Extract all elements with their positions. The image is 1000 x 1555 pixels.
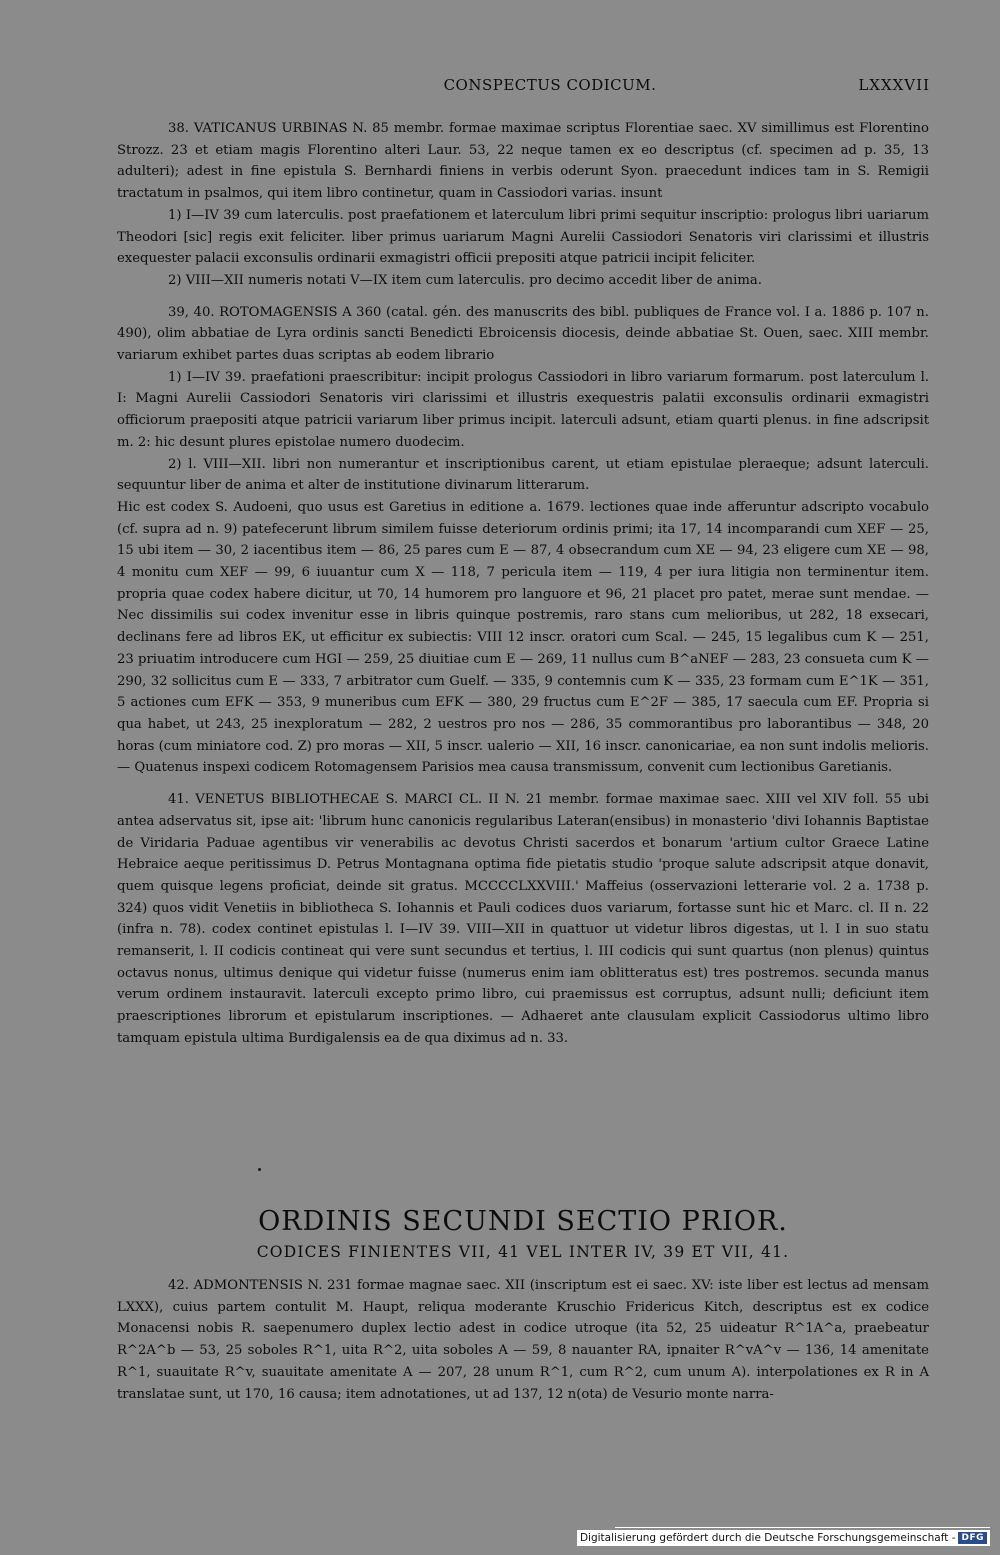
stray-mark: [258, 1168, 261, 1171]
section-body: [117, 1275, 929, 1405]
running-title: CONSPECTUS CODICUM.: [443, 76, 657, 94]
paragraph-38-item-1: 1) I—IV 39 cum laterculis. post praefationem et laterculum libri primi sequitur inscriptio: prologus libri uariarum Theodori [sic] regis exit feliciter. liber primus uariarum Magni Aurelii Cassiodori Senatoris viri clarissimi et illustris exequester palacii exconsulis ordinarii exmagistri officii prepositi atque patricii incipit feliciter.: [117, 207, 929, 267]
dfg-logo-icon: DFG: [958, 1532, 987, 1544]
section-title: ORDINIS SECUNDI SECTIO PRIOR.: [258, 1206, 788, 1237]
paragraph-38: 38. VATICANUS URBINAS N. 85 membr. formae maximae scriptus Florentiae saec. XV simillimus est Florentino Strozz. 23 et etiam magis Florentino alteri Laur. 53, 22 neque tamen ex eo descriptus (cf. specimen ad p. 35, 13 adulteri); adest in fine epistula S. Bernhardi finiens in verbis oderunt Syon. praecedunt indices tam in S. Remigii tractatum in psalmos, qui item libro continetur, quam in Cassiodori varias. insunt: [117, 121, 929, 202]
main-body: [117, 118, 929, 1050]
footer-divider: [615, 1527, 990, 1528]
section-subtitle: CODICES FINIENTES VII, 41 VEL INTER IV, 39 ET VII, 41.: [256, 1243, 790, 1261]
section-header: [117, 1205, 929, 1261]
page-number: LXXXVII: [858, 76, 930, 94]
paragraph-38-item-2: 2) VIII—XII numeris notati V—IX item cum laterculis. pro decimo accedit liber de anima.: [168, 272, 762, 288]
paragraph-39-40-item-1: 1) I—IV 39. praefationi praescribitur: incipit prologus Cassiodori in libro variarum formarum. post laterculum l. I: Magni Aurelii Cassiodori Senatoris viri clarissimi et illustris exequestris palatii exconsulis ordinarii exmagistri officiorum praepositi atque patricii variarum liber primus incipit. laterculi adsunt, etiam quarti plenus. in fine adscripsit m. 2: hic desunt plures epistolae numero duodecim.: [117, 369, 929, 450]
running-head: [170, 76, 930, 100]
credit-text: Digitalisierung gefördert durch die Deutsche Forschungsgemeinschaft -: [579, 1532, 956, 1544]
paragraph-41: 41. VENETUS BIBLIOTHECAE S. MARCI CL. II N. 21 membr. formae maximae saec. XIII vel XIV foll. 55 ubi antea adservatus sit, ipse ait: 'librum hunc canonicis regularibus Lateran(ensibus) in monasterio 'divi Iohannis Baptistae de Viridaria Paduae agentibus vir venerabilis ac devotus Christi sacerdos et bonarum 'artium cultor Graece Latine Hebraice aeque peritissimus D. Petrus Montagnana optima fide pietatis studio 'proque salute adscripsit atque donavit, quem quisque legens proficiat, deinde sit gratus. MCCCCLXXVIII.' Maffeius (osservazioni letterarie vol. 2 a. 1738 p. 324) quos vidit Venetiis in bibliotheca S. Iohannis et Pauli codices duos variarum, fortasse sunt hic et Marc. cl. II n. 22 (infra n. 78). codex continet epistulas l. I—IV 39. VIII—XII in quattuor ut videtur libros digestas, ut l. I in suo statu remanserit, l. II codicis contineat qui vere sunt secundus et tertius, l. III codicis qui sunt quartus (non plenus) quintus octavus nonus, ultimus denique qui videtur fuisse (numerus enim iam oblitteratus est) tres postremos. secunda manus verum ordinem instauravit. laterculi excepto primo libro, cui praemissus est corruptus, adsunt nulli; deficiunt item praescriptiones librorum et epistularum inscriptiones. — Adhaeret ante clausulam explicit Cassiodorus ultimo libro tamquam epistula ultima Burdigalensis ea de qua diximus ad n. 33.: [117, 792, 929, 1046]
paragraph-39-40-discussion: Hic est codex S. Audoeni, quo usus est Garetius in editione a. 1679. lectiones quae inde afferuntur adscripto vocabulo (cf. supra ad n. 9) patefecerunt librum similem fuisse deteriorum ordinis primi; ita 17, 14 incomparandi cum XEF — 25, 15 ubi item — 30, 2 iacentibus item — 86, 25 pares cum E — 87, 4 obsecrandum cum XE — 94, 23 eligere cum XE — 98, 4 monitu cum XEF — 99, 6 iuuantur cum X — 118, 7 pericula item — 119, 4 per iura litigia non terminentur item. propria quae codex habere dicitur, ut 70, 14 humorem pro languore et 96, 21 placet pro patet, merae sunt mendae. — Nec dissimilis sui codex invenitur esse in libris quinque postremis, raro stans cum melioribus, ut 282, 18 exsecari, declinans fere ad libros EK, ut efficitur ex subiectis: VIII 12 inscr. oratori cum Scal. — 245, 15 legalibus cum K — 251, 23 priuatim introducere cum HGI — 259, 25 diuitiae cum E — 269, 11 nullus cum B^aNEF — 283, 23 consueta cum K — 290, 32 sollicitus cum E — 333, 7 arbitrator cum Guelf. — 335, 9 contemnis cum K — 335, 23 formam cum E^1K — 351, 5 actiones cum EFK — 353, 9 muneribus cum EFK — 380, 29 fructus cum E^2F — 385, 17 saecula cum EF. Propria si qua habet, ut 243, 25 inexploratum — 282, 2 uestros pro nos — 286, 35 commorantibus pro laborantibus — 348, 20 horas (cum miniatore cod. Z) pro moras — XII, 5 inscr. ualerio — XII, 16 inscr. canonicariae, ea non sunt indolis melioris. — Quatenus inspexi codicem Rotomagensem Parisios mea causa transmissum, convenit cum lectionibus Garetianis.: [117, 499, 929, 776]
paragraph-42: 42. ADMONTENSIS N. 231 formae magnae saec. XII (inscriptum est ei saec. XV: iste liber est lectus ad mensam LXXX), cuius partem contulit M. Haupt, reliqua moderante Kruschio Fridericus Kitch, descriptus est ex codice Monacensi nobis R. saepenumero duplex lectio adest in codice utroque (ita 52, 25 uideatur R^1A^a, praebeatur R^2A^b — 53, 25 soboles R^1, uita R^2, uita soboles A — 59, 8 nauanter RA, ipnaiter R^vA^v — 136, 14 amenitate R^1, suauitate R^v, suauitate amenitate A — 207, 28 unum R^1, cum R^2, cum unum A). interpolationes ex R in A translatae sunt, ut 170, 16 causa; item adnotationes, ut ad 137, 12 n(ota) de Vesurio monte narra-: [117, 1278, 929, 1402]
paragraph-39-40-item-2: 2) l. VIII—XII. libri non numerantur et inscriptionibus carent, ut etiam epistulae pleraeque; adsunt laterculi. sequuntur liber de anima et alter de institutione divinarum litterarum.: [117, 456, 929, 494]
paragraph-39-40: 39, 40. ROTOMAGENSIS A 360 (catal. gén. des manuscrits des bibl. publiques de France vol. I a. 1886 p. 107 n. 490), olim abbatiae de Lyra ordinis sancti Benedicti Ebroicensis diocesis, deinde abbatiae St. Ouen, saec. XIII membr. variarum exhibet partes duas scriptas ab eodem librario: [117, 304, 929, 364]
digitization-credit[interactable]: [577, 1530, 990, 1546]
